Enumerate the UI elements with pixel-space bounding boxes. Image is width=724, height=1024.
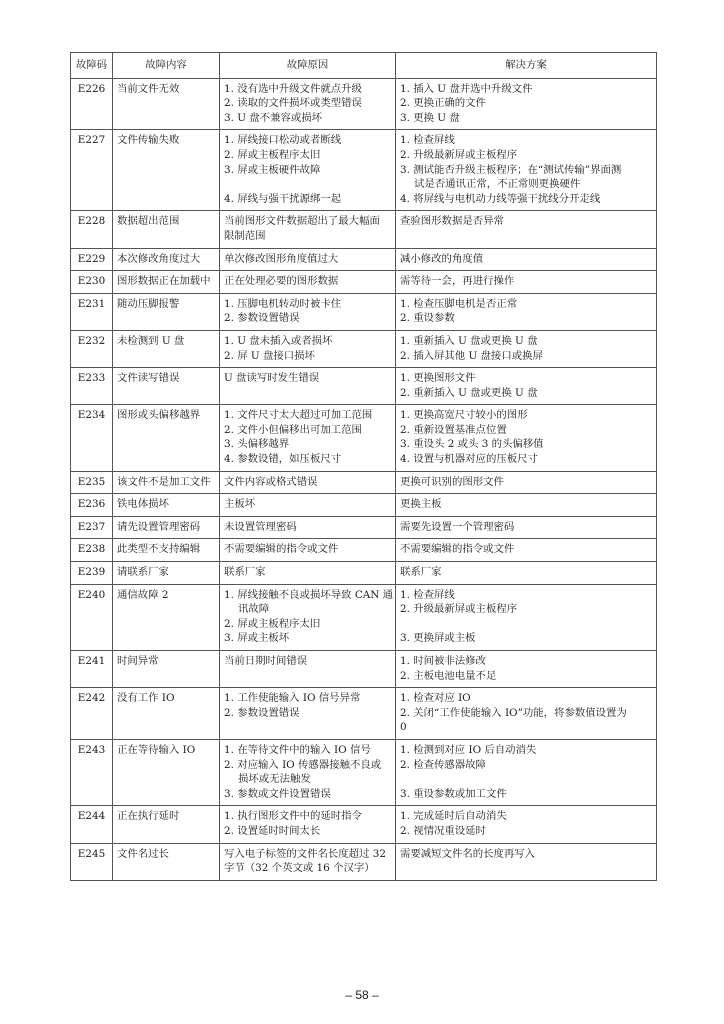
fault-cause-line: 不需要编辑的指令或文件	[224, 543, 339, 556]
fault-content-cell	[113, 130, 220, 211]
fault-cause-line: 2. 参数设置错误	[224, 312, 300, 325]
fault-solution-line: 1. 时间被非法修改	[400, 655, 486, 667]
fault-solution-line: 2. 插入屏其他 U 盘接口或换屏	[400, 349, 543, 362]
fault-solution-line: 2. 关闭“工作使能输入 IO”功能，将参数值设置为	[400, 706, 627, 719]
fault-cause-line: 当前日期时间错误	[224, 655, 308, 667]
table-header-row	[71, 53, 657, 79]
fault-content-line: 时间异常	[117, 655, 159, 667]
fault-solution-line: 2. 检查传感器故障	[400, 758, 486, 771]
fault-cause-cell	[220, 248, 396, 271]
table-row	[71, 368, 657, 405]
table-row	[71, 516, 657, 539]
fault-cause-line: 未设置管理密码	[224, 520, 297, 533]
table-row	[71, 651, 657, 688]
fault-solution-line: 1. 完成延时后自动消失	[400, 810, 507, 823]
fault-cause-line: 文件内容或格式错误	[224, 475, 318, 488]
fault-solution-line: 1. 更换高宽尺寸较小的图形	[400, 409, 528, 422]
fault-content-cell	[113, 405, 220, 471]
fault-content-line: 该文件不是加工文件	[117, 475, 211, 488]
header-code: 故障码	[71, 53, 113, 79]
fault-cause-line	[224, 177, 391, 192]
fault-cause-line: 1. 没有选中升级文件就点升级	[224, 82, 362, 95]
fault-cause-line: 写入电子标签的文件名长度超过 32	[224, 847, 386, 860]
fault-cause-line: 2. 屏 U 盘接口损坏	[224, 349, 315, 362]
fault-code-cell: E233	[71, 368, 113, 405]
fault-solution-cell	[396, 539, 657, 562]
fault-solution-line: 2. 升级最新屏或主板程序	[400, 603, 518, 616]
fault-cause-cell	[220, 806, 396, 843]
fault-content-line: 随动压脚报警	[117, 297, 180, 310]
fault-code-cell: E245	[71, 843, 113, 880]
fault-content-cell	[113, 211, 220, 248]
table-row	[71, 330, 657, 367]
fault-content-line: 此类型不支持编辑	[117, 543, 201, 556]
fault-cause-cell	[220, 516, 396, 539]
fault-cause-cell	[220, 562, 396, 585]
fault-cause-cell	[220, 584, 396, 650]
fault-cause-line: 3. U 盘不兼容或损坏	[224, 111, 323, 124]
fault-solution-line: 1. 检测到对应 IO 后自动消失	[400, 743, 537, 756]
fault-code-cell: E226	[71, 78, 113, 130]
table-row	[71, 806, 657, 843]
fault-content-cell	[113, 78, 220, 130]
fault-content-line: 数据超出范围	[117, 215, 180, 228]
fault-cause-cell	[220, 78, 396, 130]
fault-solution-line: 3. 测试能否升级主板程序；在“测试传输”界面测	[400, 163, 622, 176]
fault-solution-line: 2. 重新插入 U 盘或更换 U 盘	[400, 386, 538, 399]
fault-cause-line: 1. 压脚电机转动时被卡住	[224, 297, 342, 310]
fault-solution-line: 4. 将屏线与电机动力线等强干扰线分开走线	[400, 192, 601, 205]
fault-solution-line: 1. 检查对应 IO	[400, 692, 471, 705]
fault-code-cell: E238	[71, 539, 113, 562]
fault-solution-cell	[396, 271, 657, 294]
fault-content-line: 文件传输失败	[117, 134, 180, 147]
fault-cause-line: 1. 文件尺寸太大超过可加工范围	[224, 409, 373, 422]
fault-solution-line: 3. 更换 U 盘	[400, 111, 460, 124]
fault-cause-cell	[220, 211, 396, 248]
fault-solution-cell	[396, 130, 657, 211]
fault-code-cell: E243	[71, 739, 113, 805]
fault-code-cell: E232	[71, 330, 113, 367]
fault-code-table	[70, 52, 657, 881]
table-row	[71, 405, 657, 471]
fault-solution-cell	[396, 806, 657, 843]
fault-solution-cell	[396, 516, 657, 539]
fault-cause-line: 2. 对应输入 IO 传感器接触不良或	[224, 758, 382, 771]
fault-content-cell	[113, 651, 220, 688]
fault-solution-line: 2. 重设参数	[400, 312, 455, 325]
fault-solution-line: 2. 更换正确的文件	[400, 97, 486, 110]
fault-solution-cell	[396, 584, 657, 650]
fault-cause-cell	[220, 739, 396, 805]
fault-cause-line: 限制范围	[224, 229, 266, 242]
fault-solution-line: 需要先设置一个管理密码	[400, 520, 515, 533]
fault-cause-cell	[220, 130, 396, 211]
fault-solution-line: 1. 更换图形文件	[400, 372, 476, 385]
page-number: – 58 –	[345, 988, 379, 1002]
fault-content-line: 文件读写错误	[117, 372, 180, 385]
fault-cause-line: 1. 执行图形文件中的延时指令	[224, 810, 362, 823]
table-row	[71, 562, 657, 585]
table-row	[71, 211, 657, 248]
fault-code-cell: E234	[71, 405, 113, 471]
fault-code-cell: E230	[71, 271, 113, 294]
fault-code-cell: E239	[71, 562, 113, 585]
fault-solution-line: 1. 检查压脚电机是否正常	[400, 297, 518, 310]
fault-content-cell	[113, 806, 220, 843]
fault-cause-line: 损坏或无法触发	[238, 773, 311, 786]
fault-cause-line: U 盘读写时发生错误	[224, 372, 320, 385]
fault-cause-line: 主板坏	[224, 498, 256, 511]
table-body	[71, 78, 657, 880]
fault-solution-line: 2. 升级最新屏或主板程序	[400, 148, 518, 161]
table-row	[71, 494, 657, 517]
fault-content-line: 当前文件无效	[117, 82, 180, 95]
fault-content-cell	[113, 688, 220, 740]
header-content: 故障内容	[113, 53, 220, 79]
fault-content-cell	[113, 330, 220, 367]
header-cause: 故障原因	[220, 53, 396, 79]
table-row	[71, 539, 657, 562]
fault-content-cell	[113, 843, 220, 880]
fault-cause-cell	[220, 471, 396, 494]
fault-cause-line: 字节（32 个英文或 16 个汉字）	[224, 862, 375, 875]
fault-solution-line: 减小修改的角度值	[400, 252, 484, 265]
fault-content-line: 请联系厂家	[117, 566, 169, 579]
fault-code-cell: E244	[71, 806, 113, 843]
fault-solution-line: 1. 重新插入 U 盘或更换 U 盘	[400, 334, 538, 347]
fault-code-cell: E229	[71, 248, 113, 271]
table-row	[71, 271, 657, 294]
fault-solution-line: 2. 主板电池电量不足	[400, 669, 497, 682]
fault-content-line: 本次修改角度过大	[117, 252, 201, 265]
fault-solution-line: 不需要编辑的指令或文件	[400, 543, 515, 556]
fault-solution-cell	[396, 211, 657, 248]
fault-solution-line: 需要减短文件名的长度再写入	[400, 847, 536, 860]
table-row	[71, 471, 657, 494]
fault-solution-cell	[396, 330, 657, 367]
fault-content-line: 没有工作 IO	[117, 692, 175, 705]
fault-code-cell: E236	[71, 494, 113, 517]
fault-solution-line: 更换可识别的图形文件	[400, 475, 504, 488]
fault-solution-cell	[396, 248, 657, 271]
fault-solution-cell	[396, 562, 657, 585]
fault-content-cell	[113, 539, 220, 562]
fault-solution-line: 3. 重设参数或加工文件	[400, 787, 507, 800]
fault-solution-cell	[396, 368, 657, 405]
fault-cause-cell	[220, 688, 396, 740]
fault-solution-cell	[396, 843, 657, 880]
table-row	[71, 78, 657, 130]
fault-cause-line: 3. 参数或文件设置错误	[224, 787, 331, 800]
fault-code-cell: E237	[71, 516, 113, 539]
fault-solution-line: 3. 重设头 2 或头 3 的头偏移值	[400, 438, 544, 451]
fault-cause-line: 1. U 盘未插入或者损坏	[224, 334, 333, 347]
fault-cause-line: 讯故障	[238, 603, 270, 616]
fault-cause-line: 4. 屏线与强干扰源绑一起	[224, 192, 342, 205]
fault-cause-cell	[220, 539, 396, 562]
fault-solution-line	[400, 617, 652, 632]
fault-code-cell: E231	[71, 293, 113, 330]
fault-cause-cell	[220, 368, 396, 405]
fault-code-cell: E228	[71, 211, 113, 248]
table-row	[71, 688, 657, 740]
fault-content-cell	[113, 368, 220, 405]
fault-content-line: 铁电体损坏	[117, 498, 169, 511]
fault-cause-line: 联系厂家	[224, 566, 266, 579]
header-solution: 解决方案	[396, 53, 657, 79]
fault-cause-line: 2. 文件小但偏移出可加工范围	[224, 423, 362, 436]
fault-solution-line: 查验图形数据是否异常	[400, 215, 504, 228]
fault-solution-cell	[396, 651, 657, 688]
fault-solution-cell	[396, 471, 657, 494]
fault-code-cell: E227	[71, 130, 113, 211]
fault-content-line: 请先设置管理密码	[117, 520, 201, 533]
fault-solution-line: 3. 更换屏或主板	[400, 632, 476, 645]
fault-cause-cell	[220, 330, 396, 367]
fault-content-cell	[113, 471, 220, 494]
fault-cause-cell	[220, 271, 396, 294]
fault-cause-line: 2. 读取的文件损坏或类型错误	[224, 97, 362, 110]
fault-content-line: 通信故障 2	[117, 588, 169, 601]
fault-solution-cell	[396, 293, 657, 330]
fault-solution-line	[400, 772, 652, 787]
fault-cause-line: 1. 工作使能输入 IO 信号异常	[224, 692, 361, 705]
fault-code-cell: E235	[71, 471, 113, 494]
fault-cause-line: 3. 头偏移越界	[224, 438, 290, 451]
fault-cause-line: 3. 屏或主板坏	[224, 632, 290, 645]
fault-cause-line: 2. 参数设置错误	[224, 706, 300, 719]
fault-content-cell	[113, 739, 220, 805]
fault-solution-line: 1. 插入 U 盘并选中升级文件	[400, 82, 533, 95]
fault-solution-cell	[396, 78, 657, 130]
fault-cause-line: 3. 屏或主板硬件故障	[224, 163, 321, 176]
fault-solution-line: 4. 设置与机器对应的压板尺寸	[400, 453, 538, 466]
table-row	[71, 739, 657, 805]
fault-cause-line: 1. 屏线接触不良或损坏导致 CAN 通	[224, 588, 394, 601]
fault-content-line: 未检测到 U 盘	[117, 334, 185, 347]
fault-cause-cell	[220, 651, 396, 688]
fault-cause-line: 2. 设置延时时间太长	[224, 824, 321, 837]
fault-cause-cell	[220, 405, 396, 471]
fault-solution-line: 2. 重新设置基准点位置	[400, 423, 507, 436]
table-row	[71, 293, 657, 330]
fault-content-line: 正在执行延时	[117, 810, 180, 823]
fault-solution-line: 1. 检查屏线	[400, 588, 455, 601]
fault-content-cell	[113, 494, 220, 517]
table-row	[71, 248, 657, 271]
fault-cause-line: 1. 屏线接口松动或者断线	[224, 134, 342, 147]
fault-solution-line: 更换主板	[400, 498, 442, 511]
fault-content-line: 图形数据正在加载中	[117, 275, 211, 288]
fault-cause-line: 当前图形文件数据超出了最大幅面	[224, 215, 380, 228]
fault-solution-cell	[396, 688, 657, 740]
fault-content-cell	[113, 584, 220, 650]
fault-cause-line: 4. 参数设错，如压板尺寸	[224, 453, 342, 466]
fault-solution-line: 1. 检查屏线	[400, 134, 455, 147]
fault-solution-line: 试是否通讯正常，不正常则更换硬件	[414, 178, 581, 191]
fault-solution-line: 联系厂家	[400, 566, 442, 579]
fault-cause-cell	[220, 494, 396, 517]
fault-content-cell	[113, 516, 220, 539]
fault-content-line: 图形或头偏移越界	[117, 409, 201, 422]
fault-code-cell: E242	[71, 688, 113, 740]
fault-solution-line: 需等待一会，再进行操作	[400, 275, 515, 288]
fault-solution-line: 2. 视情况重设延时	[400, 824, 486, 837]
fault-cause-line: 正在处理必要的图形数据	[224, 275, 339, 288]
fault-content-line: 正在等待输入 IO	[117, 743, 196, 756]
fault-content-cell	[113, 248, 220, 271]
fault-content-cell	[113, 562, 220, 585]
fault-solution-cell	[396, 739, 657, 805]
fault-solution-line: 0	[400, 721, 407, 734]
fault-cause-cell	[220, 843, 396, 880]
fault-content-line: 文件名过长	[117, 847, 169, 860]
table-row	[71, 584, 657, 650]
fault-cause-line: 1. 在等待文件中的输入 IO 信号	[224, 743, 371, 756]
fault-content-cell	[113, 293, 220, 330]
fault-cause-line: 单次修改图形角度值过大	[224, 252, 339, 265]
fault-cause-cell	[220, 293, 396, 330]
fault-cause-line: 2. 屏或主板程序太旧	[224, 617, 321, 630]
table-row	[71, 130, 657, 211]
table-row	[71, 843, 657, 880]
fault-content-cell	[113, 271, 220, 294]
fault-cause-line: 2. 屏或主板程序太旧	[224, 148, 321, 161]
fault-solution-cell	[396, 494, 657, 517]
fault-code-cell: E240	[71, 584, 113, 650]
fault-solution-cell	[396, 405, 657, 471]
fault-code-cell: E241	[71, 651, 113, 688]
